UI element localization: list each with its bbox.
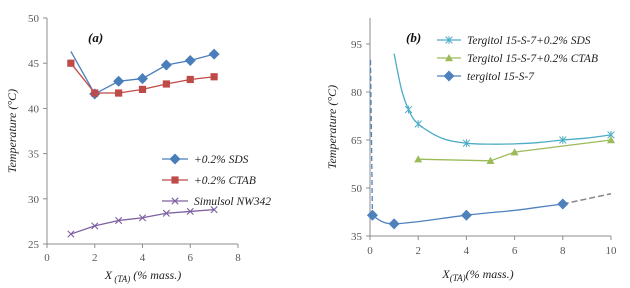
data-point <box>209 49 219 59</box>
legend-label: Tergitol 15-S-7+0.2% CTAB <box>467 53 598 65</box>
y-tick-label: 30 <box>28 193 39 206</box>
x-tick-label: 0 <box>44 252 50 264</box>
data-point <box>91 89 98 96</box>
data-point <box>67 60 74 67</box>
data-point <box>163 80 170 87</box>
legend <box>162 154 271 208</box>
data-point <box>389 219 399 229</box>
x-tick-label: 10 <box>605 245 617 257</box>
data-point <box>139 86 146 93</box>
series-line-dashed <box>563 194 611 204</box>
legend <box>437 35 598 83</box>
panel-label: (b) <box>406 30 422 45</box>
x-tick-label: 8 <box>560 245 566 257</box>
data-point <box>462 210 472 220</box>
series-line <box>394 54 611 145</box>
x-tick-label: 4 <box>139 252 146 264</box>
data-point <box>138 74 148 84</box>
series-line-dashed <box>370 60 372 215</box>
x-tick-label: 2 <box>415 245 421 257</box>
data-point <box>405 106 412 114</box>
legend-label: +0.2% CTAB <box>194 175 256 187</box>
series-1 <box>414 136 615 164</box>
data-point <box>185 56 195 66</box>
y-tick-label: 40 <box>28 103 39 116</box>
x-axis-label: X $_{(TA)}$ (% mass.) <box>104 268 182 284</box>
series-2 <box>68 206 218 237</box>
y-tick-label: 50 <box>351 183 362 195</box>
data-point <box>368 210 378 220</box>
legend-label: +0.2% SDS <box>194 154 249 166</box>
x-axis-label: $X_{(TA)}(\%$ mass.) <box>442 267 514 283</box>
x-tick-label: 0 <box>367 245 373 257</box>
y-axis-label: Temperature (°C) <box>5 88 19 174</box>
data-point <box>558 199 568 209</box>
y-tick-label: 50 <box>28 13 39 25</box>
legend-marker <box>171 176 178 183</box>
panel-b <box>325 18 617 283</box>
legend-label: Tergitol 15-S-7+0.2% SDS <box>467 35 591 47</box>
y-tick-label: 35 <box>351 231 362 243</box>
data-point <box>114 76 124 86</box>
series-0 <box>394 54 614 148</box>
y-tick-label: 35 <box>28 148 39 161</box>
panel-a <box>5 13 271 284</box>
data-point <box>211 73 218 80</box>
x-tick-label: 6 <box>187 252 193 264</box>
y-axis-label: Temperature (°C) <box>325 84 339 170</box>
data-point <box>115 89 122 96</box>
x-tick-label: 6 <box>511 245 518 257</box>
data-point <box>162 60 172 70</box>
y-tick-label: 65 <box>351 135 362 147</box>
data-point <box>187 76 194 83</box>
legend-marker <box>170 154 180 164</box>
panel-label: (a) <box>88 30 104 45</box>
legend-marker <box>444 71 454 81</box>
y-tick-label: 95 <box>351 39 362 51</box>
x-tick-label: 2 <box>92 252 98 264</box>
y-tick-label: 45 <box>28 58 39 71</box>
x-tick-label: 4 <box>463 245 470 257</box>
x-tick-label: 8 <box>235 252 241 264</box>
legend-label: Simulsol NW342 <box>194 196 271 208</box>
legend-label: tergitol 15-S-7 <box>467 71 534 83</box>
data-point <box>68 231 74 237</box>
y-tick-label: 25 <box>28 239 39 251</box>
y-tick-label: 80 <box>351 87 362 99</box>
data-point <box>415 120 422 128</box>
